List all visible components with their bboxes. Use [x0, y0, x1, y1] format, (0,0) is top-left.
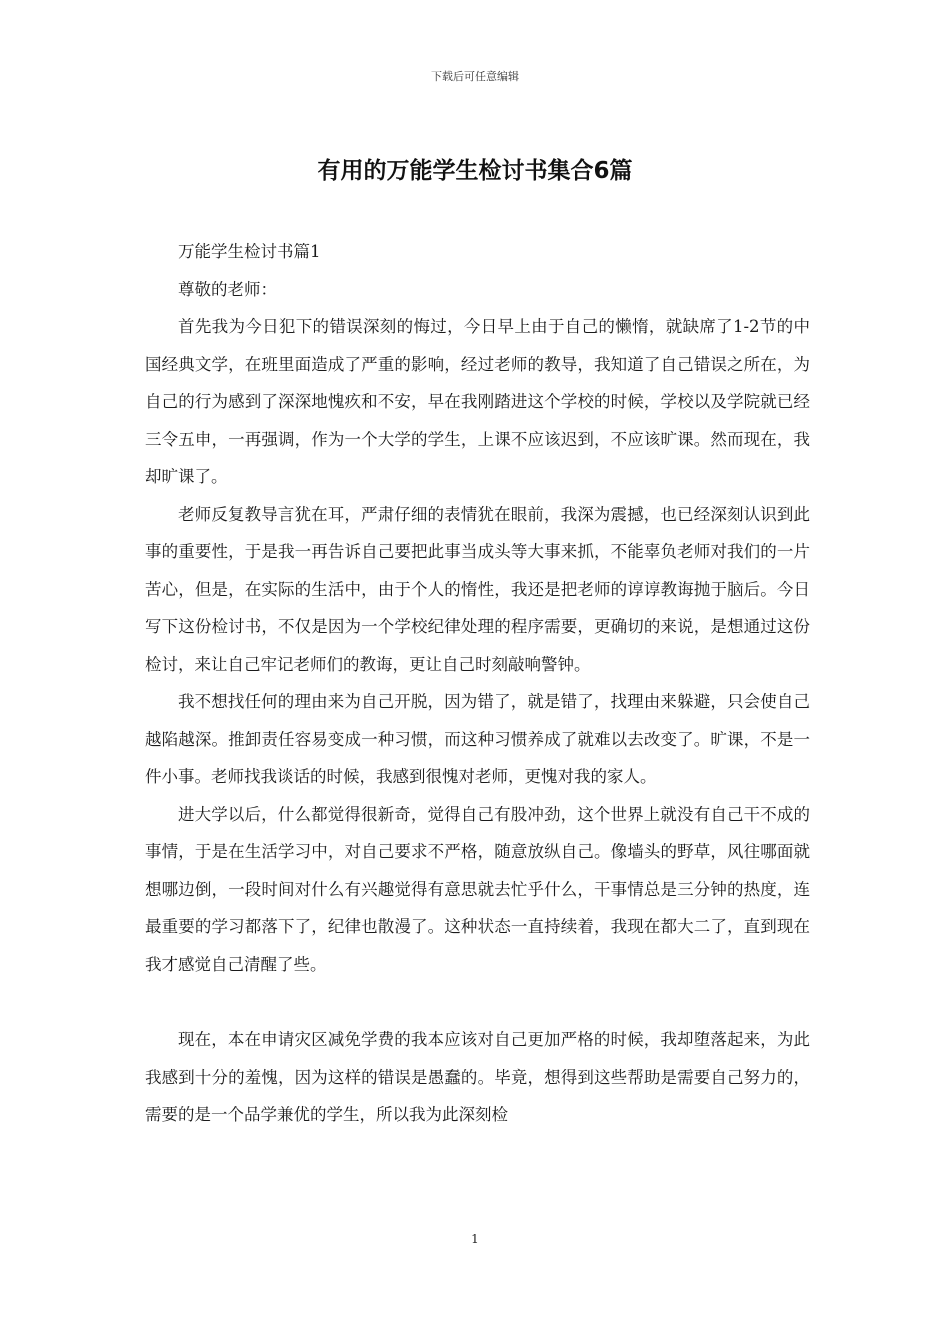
paragraph: 老师反复教导言犹在耳，严肃仔细的表情犹在眼前，我深为震撼，也已经深刻认识到此事的重要性，于是我一再告诉自己要把此事当成头等大事来抓，不能辜负老师对我们的一片苦心，但是，在实际的生活中，由于个人的惰性，我还是把老师的谆谆教诲抛于脑后。今日写下这份检讨书，不仅是因为一个学校纪律处理的程序需要，更确切的来说，是想通过这份检讨，来让自己牢记老师们的教诲，更让自己时刻敲响警钟。 [145, 504, 810, 674]
paragraph: 进大学以后，什么都觉得很新奇，觉得自己有股冲劲，这个世界上就没有自己干不成的事情，于是在生活学习中，对自己要求不严格，随意放纵自己。像墙头的野草，风往哪面就想哪边倒，一段时间对什么有兴趣觉得有意思就去忙乎什么，干事情总是三分钟的热度，连最重要的学习都落下了，纪律也散漫了。这种状态一直持续着，我现在都大二了，直到现在我才感觉自己清醒了些。 [145, 804, 810, 974]
paragraph: 首先我为今日犯下的错误深刻的悔过，今日早上由于自己的懒惰，就缺席了1-2节的中国经典文学，在班里面造成了严重的影响，经过老师的教导，我知道了自己错误之所在，为自己的行为感到了深深地愧疚和不安，早在我刚踏进这个学校的时候，学校以及学院就已经三令五申，一再强调，作为一个大学的学生，上课不应该迟到，不应该旷课。然而现在，我却旷课了。 [145, 317, 810, 486]
salutation: 尊敬的老师： [178, 279, 277, 299]
paragraph: 现在，本在申请灾区减免学费的我本应该对自己更加严格的时候，我却堕落起来，为此我感到十分的羞愧，因为这样的错误是愚蠢的。毕竟，想得到这些帮助是需要自己努力的，需要的是一个品学兼优的学生，所以我为此深刻检 [145, 1030, 810, 1124]
document-title: 有用的万能学生检讨书集合6篇 [317, 158, 633, 184]
page-number: 1 [471, 1232, 479, 1246]
header-note: 下载后可任意编辑 [431, 70, 519, 83]
paragraph: 我不想找任何的理由来为自己开脱，因为错了，就是错了，找理由来躲避，只会使自己越陷越深。推卸责任容易变成一种习惯，而这种习惯养成了就难以去改变了。旷课，不是一件小事。老师找我谈话的时候，我感到很愧对老师，更愧对我的家人。 [145, 692, 810, 786]
section-heading: 万能学生检讨书篇1 [178, 242, 321, 261]
document-body [145, 233, 810, 1134]
